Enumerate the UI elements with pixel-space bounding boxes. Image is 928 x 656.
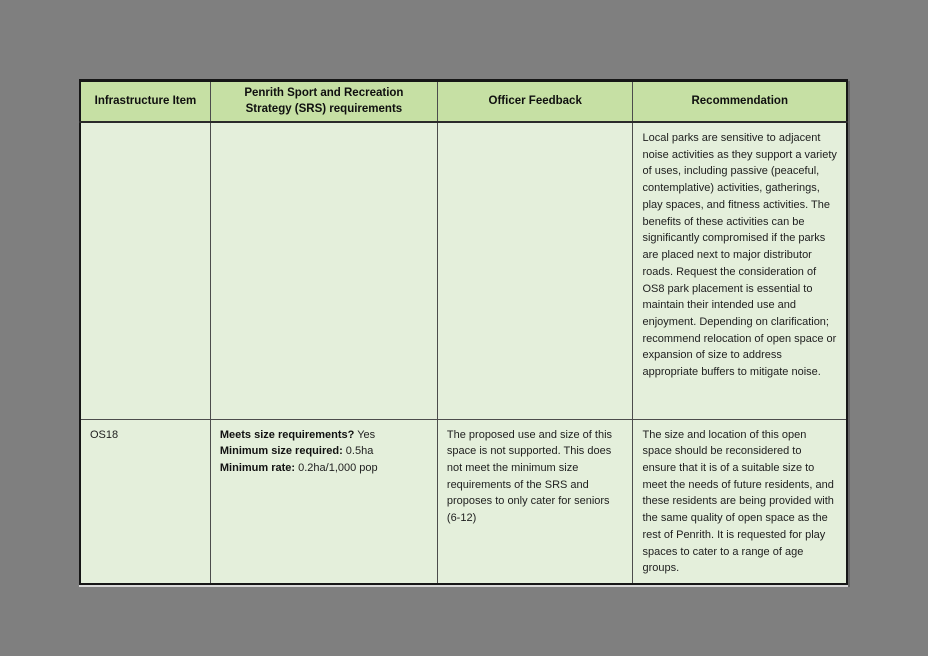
table-row: [80, 122, 847, 419]
srs-requirement-value: 0.2ha/1,000 pop: [295, 461, 378, 474]
header-cell-infrastructure-item: Infrastructure Item: [80, 81, 210, 123]
srs-requirement-line: [220, 443, 428, 460]
cell-infrastructure-item: [80, 122, 210, 419]
table-header-row: [80, 81, 847, 123]
header-cell-officer-feedback: Officer Feedback: [437, 81, 633, 123]
srs-requirement-line: [220, 427, 428, 444]
srs-requirement-value: 0.5ha: [342, 445, 374, 458]
header-cell-srs-requirements: Penrith Sport and Recreation Strategy (SRS) requirements: [210, 81, 437, 123]
infrastructure-table-container: [79, 79, 848, 585]
srs-requirement-label: Minimum size required:: [219, 445, 343, 458]
cell-officer-feedback: [437, 122, 633, 419]
srs-requirement-label: Minimum rate:: [219, 461, 296, 474]
cell-officer-feedback: The proposed use and size of this space is not supported. This does not meet the minimum size requirements of the SRS and proposes to only cater for seniors (6-12): [437, 419, 633, 584]
srs-requirement-value: Yes: [354, 428, 376, 441]
table-row: [80, 419, 847, 584]
srs-requirement-line: [220, 460, 428, 477]
cell-infrastructure-item: OS18: [80, 419, 210, 584]
cell-recommendation: Local parks are sensitive to adjacent noise activities as they support a variety of uses, including passive (peaceful, contemplative) activities, gatherings, play spaces, and fitness activities. The benefits of these activities can be significantly compromised if the parks are placed next to major distributor roads. Request the consideration of OS8 park placement is essential to maintain their intended use and enjoyment. Depending on clarification; recommend relocation of open space or expansion of size to address appropriate buffers to mitigate noise.: [633, 122, 847, 419]
infrastructure-table: [79, 79, 848, 585]
cell-recommendation: The size and location of this open space should be reconsidered to ensure that it is of a suitable size to meet the needs of future residents, and these residents are being provided with the same quality of open space as the rest of Penrith. It is requested for play spaces to cater to a range of age groups.: [633, 419, 847, 584]
srs-requirement-label: Meets size requirements?: [219, 428, 355, 441]
cell-srs-requirements: [210, 419, 437, 584]
cell-srs-requirements: [210, 122, 437, 419]
header-cell-recommendation: Recommendation: [633, 81, 847, 123]
